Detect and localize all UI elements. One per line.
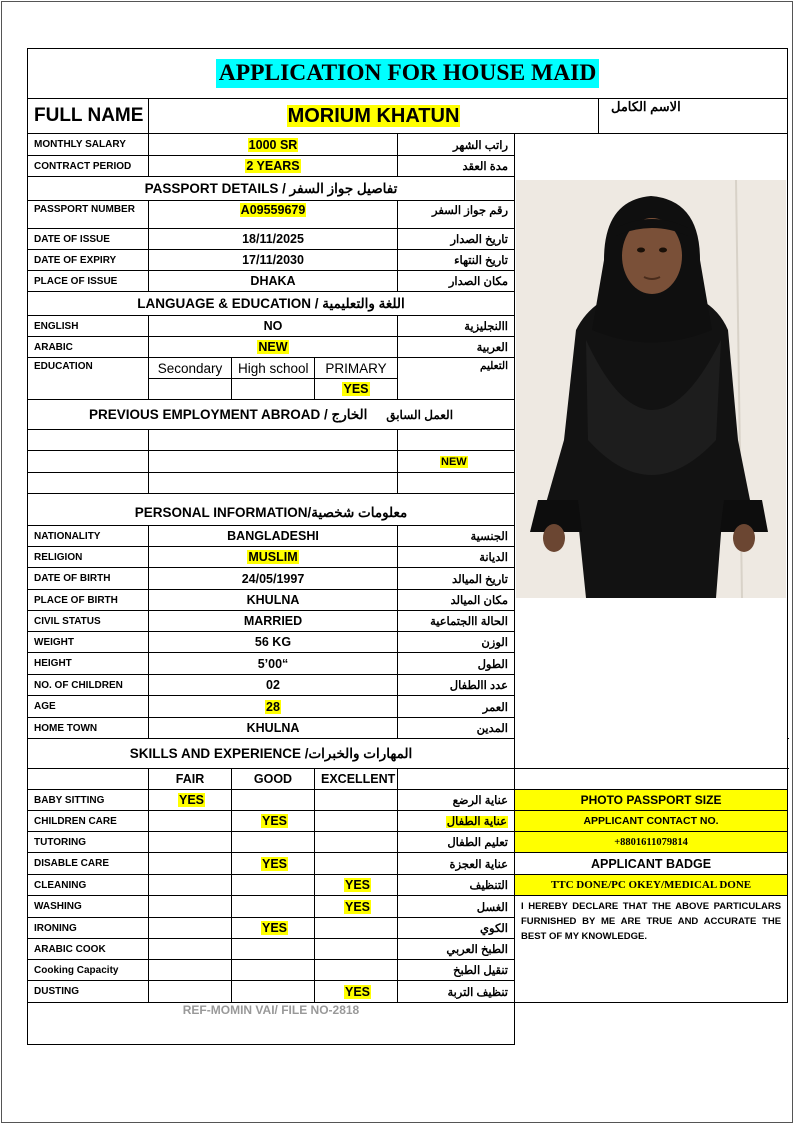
full-name-value: MORIUM KHATUN (149, 99, 599, 134)
weight-label-ar: الوزن (398, 632, 515, 653)
skill-row (28, 790, 788, 811)
skill-level-fair (149, 918, 232, 939)
monthly-salary-label: MONTHLY SALARY (28, 134, 149, 156)
education-option-high-school: High school (232, 358, 315, 379)
age-label: AGE (28, 696, 149, 718)
skill-level-excellent (315, 981, 398, 1003)
contract-period-label: CONTRACT PERIOD (28, 156, 149, 177)
arabic-label: ARABIC (28, 337, 149, 358)
skill-label: TUTORING (28, 832, 149, 853)
skill-row (28, 832, 788, 853)
skill-level-fair (149, 790, 232, 811)
skill-level-fair (149, 939, 232, 960)
applicant-contact-number: +8801611079814 (515, 832, 788, 853)
skill-level-excellent (315, 790, 398, 811)
skill-label-ar: عناية الطفال (398, 811, 515, 832)
reference-footer: REF-MOMIN VAI/ FILE NO-2818 (28, 1003, 515, 1045)
skills-experience-header-ar: المهارات والخبرات (308, 745, 413, 761)
date-of-issue-label-ar: تاريخ الصدار (398, 229, 515, 250)
height-label-ar: الطول (398, 653, 515, 675)
education-label: EDUCATION (28, 358, 149, 400)
contract-period-label-ar: مدة العقد (398, 156, 515, 177)
skill-level-good (232, 811, 315, 832)
skill-label-ar: الغسل (398, 896, 515, 918)
skills-corner (28, 769, 149, 790)
skill-level-good (232, 896, 315, 918)
skill-column-fair: FAIR (149, 769, 232, 790)
skill-mark: YES (179, 793, 205, 807)
date-of-issue-label: DATE OF ISSUE (28, 229, 149, 250)
date-of-birth-value: 24/05/1997 (149, 568, 398, 590)
passport-number-label: PASSPORT NUMBER (28, 201, 149, 229)
education-high-school-mark (232, 379, 315, 400)
full-name-label: FULL NAME (28, 99, 149, 134)
employment-row-3-country (28, 473, 149, 494)
ttc-status: TTC DONE/PC OKEY/MEDICAL DONE (515, 875, 788, 896)
civil-status-value: MARRIED (149, 611, 398, 632)
no-of-children-label: NO. OF CHILDREN (28, 675, 149, 696)
date-of-issue-value: 18/11/2025 (149, 229, 398, 250)
skill-level-fair (149, 981, 232, 1003)
skill-level-fair (149, 811, 232, 832)
language-education-header: LANGUAGE & EDUCATION / اللغة والتعليمية (28, 292, 515, 316)
skill-mark: YES (345, 899, 371, 914)
skill-mark: YES (345, 878, 371, 892)
education-label-ar: التعليم (398, 358, 515, 400)
title-cell (28, 49, 788, 99)
skill-label: DISABLE CARE (28, 853, 149, 875)
skill-level-excellent (315, 896, 398, 918)
education-secondary-mark (149, 379, 232, 400)
skill-row (28, 896, 788, 918)
date-of-expiry-label-ar: تاريخ النتهاء (398, 250, 515, 271)
skill-label: CHILDREN CARE (28, 811, 149, 832)
education-primary-mark: YES (315, 379, 398, 400)
personal-information-header-ar: معلومات شخصية (311, 505, 408, 520)
height-value: 5’00“ (149, 653, 398, 675)
skill-label: Cooking Capacity (28, 960, 149, 981)
sidebar-blank (515, 769, 788, 790)
employment-row-3-note (398, 473, 515, 494)
no-of-children-value: 02 (149, 675, 398, 696)
employment-row-2-country (28, 451, 149, 473)
skill-level-good (232, 918, 315, 939)
english-label-ar: االنجليزية (398, 316, 515, 337)
religion-label-ar: الديانة (398, 547, 515, 568)
weight-label: WEIGHT (28, 632, 149, 653)
skill-row (28, 853, 788, 875)
place-of-birth-label-ar: مكان الميالد (398, 590, 515, 611)
age-label-ar: العمر (398, 696, 515, 718)
skill-level-fair (149, 832, 232, 853)
personal-information-header: PERSONAL INFORMATION/معلومات شخصية (28, 494, 515, 526)
skill-level-good (232, 939, 315, 960)
skills-header-ar-blank (398, 769, 515, 790)
nationality-label: NATIONALITY (28, 526, 149, 547)
applicant-contact-label: APPLICANT CONTACT NO. (515, 811, 788, 832)
skill-label: IRONING (28, 918, 149, 939)
contract-period-value: 2 YEARS (149, 156, 398, 177)
skills-experience-header: SKILLS AND EXPERIENCE /المهارات والخبرات (28, 739, 515, 769)
place-of-issue-value: DHAKA (149, 271, 398, 292)
place-of-issue-label: PLACE OF ISSUE (28, 271, 149, 292)
place-of-birth-value: KHULNA (149, 590, 398, 611)
english-value: NO (149, 316, 398, 337)
place-of-issue-label-ar: مكان الصدار (398, 271, 515, 292)
skill-level-good (232, 790, 315, 811)
skill-label-ar: عناية العجزة (398, 853, 515, 875)
arabic-value: NEW (149, 337, 398, 358)
skill-label: ARABIC COOK (28, 939, 149, 960)
nationality-label-ar: الجنسية (398, 526, 515, 547)
nationality-value: BANGLADESHI (149, 526, 398, 547)
employment-row-2-note: NEW (398, 451, 515, 473)
language-education-header-ar: اللغة والتعليمية (322, 295, 405, 311)
applicant-photo (516, 180, 786, 598)
date-of-expiry-value: 17/11/2030 (149, 250, 398, 271)
previous-employment-header: PREVIOUS EMPLOYMENT ABROAD / الخارج العمل السابق (28, 400, 515, 430)
passport-details-header-ar: تفاصيل جواز السفر (289, 180, 398, 196)
skill-label-ar: عناية الرضع (398, 790, 515, 811)
passport-number-label-ar: رقم جواز السفر (398, 201, 515, 229)
skill-mark: YES (262, 814, 288, 828)
place-of-birth-label: PLACE OF BIRTH (28, 590, 149, 611)
monthly-salary-label-ar: راتب الشهر (398, 134, 515, 156)
age-value: 28 (149, 696, 398, 718)
religion-value: MUSLIM (149, 547, 398, 568)
home-town-value: KHULNA (149, 718, 398, 739)
skill-level-good (232, 875, 315, 896)
skill-level-good (232, 853, 315, 875)
weight-value: 56 KG (149, 632, 398, 653)
skill-row (28, 875, 788, 896)
no-of-children-label-ar: عدد االطفال (398, 675, 515, 696)
previous-employment-header-ar-2: الخارج (331, 406, 368, 422)
civil-status-label: CIVIL STATUS (28, 611, 149, 632)
home-town-label-ar: المدين (398, 718, 515, 739)
skill-label-ar: تعليم الطفال (398, 832, 515, 853)
english-label: ENGLISH (28, 316, 149, 337)
skill-label: BABY SITTING (28, 790, 149, 811)
full-name-label-ar: الاسم الكامل (599, 99, 788, 134)
skill-level-excellent (315, 832, 398, 853)
skill-row (28, 811, 788, 832)
skill-label-ar: التنظيف (398, 875, 515, 896)
photo-cell (515, 134, 788, 769)
date-of-birth-label-ar: تاريخ الميالد (398, 568, 515, 590)
skill-label: DUSTING (28, 981, 149, 1003)
employment-row-1-note (398, 430, 515, 451)
passport-number-value: A09559679 (149, 201, 398, 229)
skill-mark: YES (262, 921, 288, 935)
monthly-salary-value: 1000 SR (149, 134, 398, 156)
arabic-label-ar: العربية (398, 337, 515, 358)
skill-label: WASHING (28, 896, 149, 918)
religion-label: RELIGION (28, 547, 149, 568)
skill-mark: YES (345, 984, 371, 999)
skill-level-fair (149, 960, 232, 981)
home-town-label: HOME TOWN (28, 718, 149, 739)
civil-status-label-ar: الحالة االجتماعية (398, 611, 515, 632)
skill-level-fair (149, 896, 232, 918)
employment-row-2-period (149, 451, 398, 473)
applicant-badge: APPLICANT BADGE (515, 853, 788, 875)
skill-column-excellent: EXCELLENT (315, 769, 398, 790)
employment-row-1-country (28, 430, 149, 451)
skill-label-ar: تنظيف التربة (398, 981, 515, 1003)
previous-employment-header-ar-1: العمل السابق (386, 407, 454, 422)
skill-column-good: GOOD (232, 769, 315, 790)
skill-level-good (232, 960, 315, 981)
skill-level-excellent (315, 811, 398, 832)
employment-row-3-period (149, 473, 398, 494)
skill-level-fair (149, 875, 232, 896)
skill-level-excellent (315, 939, 398, 960)
skill-label-ar: الطبخ العربي (398, 939, 515, 960)
skill-level-excellent (315, 853, 398, 875)
date-of-expiry-label: DATE OF EXPIRY (28, 250, 149, 271)
education-option-primary: PRIMARY (315, 358, 398, 379)
skill-level-good (232, 981, 315, 1003)
form-title: APPLICATION FOR HOUSE MAID (216, 59, 600, 88)
skill-level-excellent (315, 960, 398, 981)
skill-mark: YES (262, 856, 288, 871)
education-option-secondary: Secondary (149, 358, 232, 379)
height-label: HEIGHT (28, 653, 149, 675)
passport-details-header: PASSPORT DETAILS / تفاصيل جواز السفر (28, 177, 515, 201)
skill-label: CLEANING (28, 875, 149, 896)
photo-passport-size: PHOTO PASSPORT SIZE (515, 790, 788, 811)
skill-level-fair (149, 853, 232, 875)
declaration: I HEREBY DECLARE THAT THE ABOVE PARTICULARS FURNISHED BY ME ARE TRUE AND ACCURATE THE BEST OF MY KNOWLEDGE. (515, 896, 788, 1003)
application-form (27, 48, 788, 1045)
employment-row-1-period (149, 430, 398, 451)
skill-level-excellent (315, 918, 398, 939)
skill-label-ar: الكوي (398, 918, 515, 939)
skill-level-excellent (315, 875, 398, 896)
date-of-birth-label: DATE OF BIRTH (28, 568, 149, 590)
skill-level-good (232, 832, 315, 853)
skill-label-ar: تنقيل الطبخ (398, 960, 515, 981)
